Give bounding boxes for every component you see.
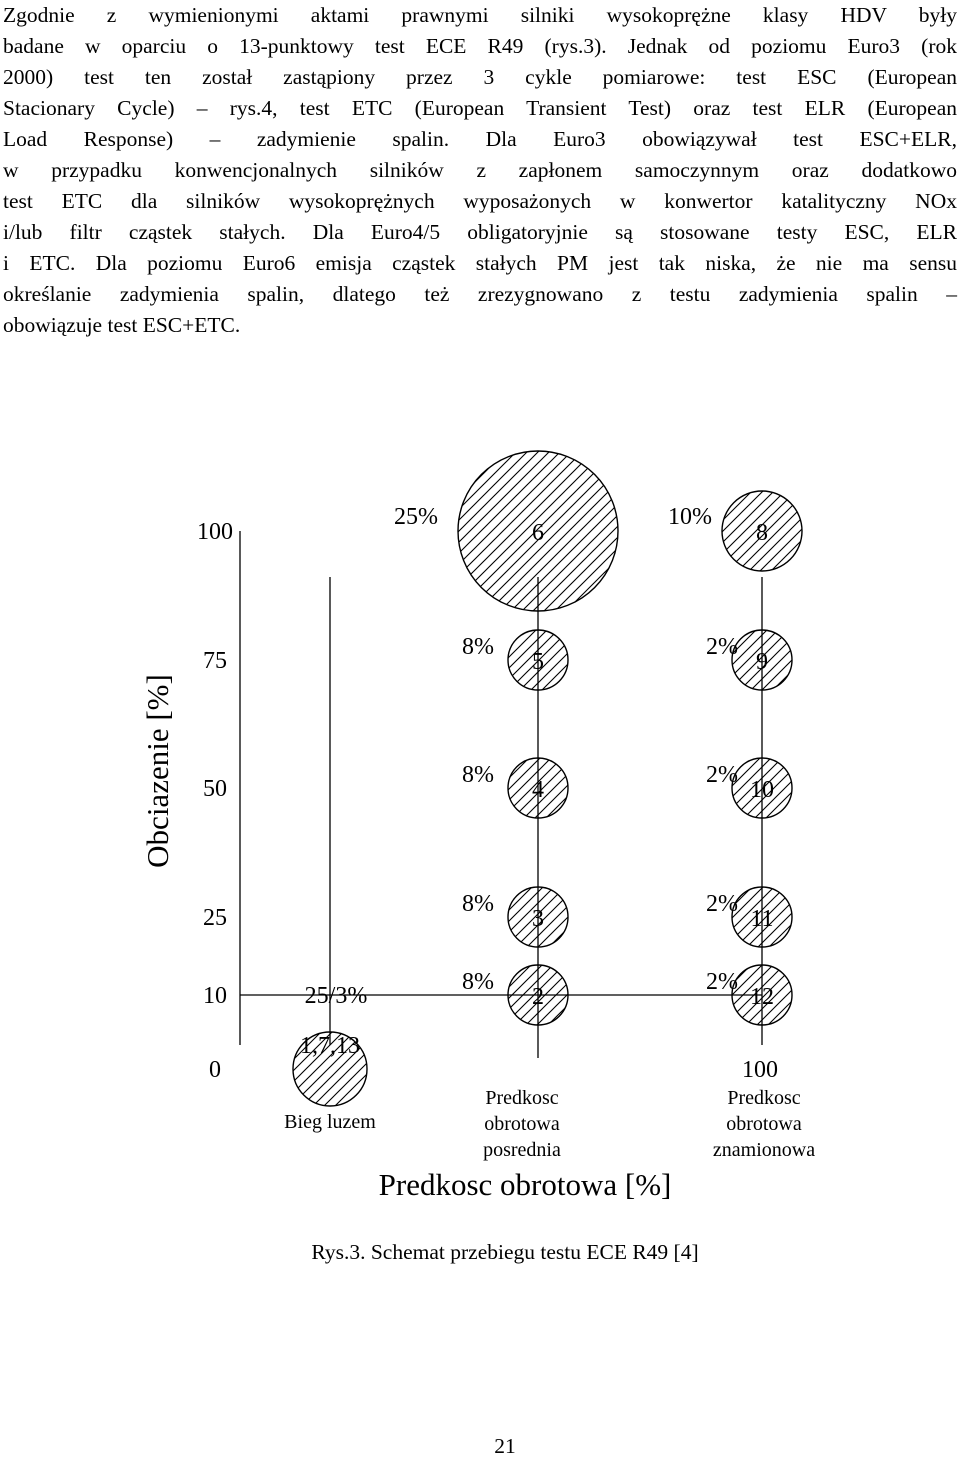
x-category-label-line: posrednia	[483, 1139, 561, 1161]
y-tick-label: 50	[203, 776, 227, 802]
mode-weight-label: 2%	[706, 634, 738, 660]
figure-caption: Rys.3. Schemat przebiegu testu ECE R49 [4]	[311, 1240, 699, 1264]
mode-number-label: 11	[750, 906, 774, 932]
mode-weight-label: 8%	[462, 891, 494, 917]
grid-lines	[240, 531, 762, 1058]
paragraph-line: w przypadku konwencjonalnych silników z zapłonem samoczynnym oraz dodatkowo	[3, 158, 957, 182]
paragraph-line: Zgodnie z wymienionymi aktami prawnymi silniki wysokoprężne klasy HDV były	[3, 3, 957, 27]
paragraph-line: i/lub filtr cząstek stałych. Dla Euro4/5 obligatoryjnie są stosowane testy ESC, ELR	[3, 220, 957, 244]
x-category-label-line: znamionowa	[712, 1139, 816, 1161]
mode-weight-label: 10%	[668, 504, 712, 530]
mode-number-label: 2	[532, 984, 544, 1010]
mode-weight-label: 25%	[394, 504, 438, 530]
mode-weight-label: 8%	[462, 969, 494, 995]
mode-number-label: 5	[532, 649, 544, 675]
mode-weight-label: 2%	[706, 969, 738, 995]
mode-number-label: 6	[532, 520, 544, 546]
x-tick-label: 100	[742, 1057, 778, 1083]
paragraph-line: test ETC dla silników wysokoprężnych wyposażonych w konwertor katalityczny NOx	[3, 189, 957, 213]
paragraph-line: Load Response) – zadymienie spalin. Dla Euro3 obowiązywał test ESC+ELR,	[3, 127, 957, 151]
y-tick-label: 25	[203, 905, 227, 931]
y-axis-title: Obciazenie [%]	[140, 674, 175, 868]
mode-number-label: 8	[756, 520, 768, 546]
x-category-label-line: Predkosc	[727, 1087, 801, 1109]
paragraph-line: i ETC. Dla poziomu Euro6 emisja cząstek stałych PM jest tak niska, że nie ma sensu	[3, 251, 957, 275]
x-axis-title: Predkosc obrotowa [%]	[378, 1167, 672, 1202]
mode-number-label: 4	[532, 777, 544, 803]
mode-number-label: 12	[750, 984, 774, 1010]
y-tick-label: 0	[209, 1057, 221, 1083]
x-category-label-line: obrotowa	[726, 1113, 802, 1135]
y-tick-label: 10	[203, 983, 227, 1009]
paragraph-line: Stacionary Cycle) – rys.4, test ETC (European Transient Test) oraz test ELR (European	[3, 96, 957, 120]
chart-labels	[140, 504, 815, 1202]
mode-weight-label: 8%	[462, 762, 494, 788]
x-category-label: Bieg luzem	[284, 1111, 376, 1133]
body-paragraph	[3, 0, 957, 341]
mode-number-label: 3	[532, 906, 544, 932]
paragraph-line: badane w oparciu o 13-punktowy test ECE R49 (rys.3). Jednak od poziomu Euro3 (rok	[3, 34, 957, 58]
paragraph-line: 2000) test ten został zastąpiony przez 3 cykle pomiarowe: test ESC (European	[3, 65, 957, 89]
mode-weight-label: 8%	[462, 634, 494, 660]
mode-weight-label: 25/3%	[304, 983, 368, 1009]
x-category-label-line: obrotowa	[484, 1113, 560, 1135]
x-category-label-line: Predkosc	[485, 1087, 559, 1109]
mode-number-label: 9	[756, 649, 768, 675]
mode-number-label: 1,7,13	[300, 1033, 360, 1059]
paragraph-line: określanie zadymienia spalin, dlatego też zrezygnowano z testu zadymienia spalin –	[3, 282, 957, 306]
y-tick-label: 75	[203, 648, 227, 674]
mode-weight-label: 2%	[706, 762, 738, 788]
mode-number-label: 10	[750, 777, 774, 803]
y-tick-label: 100	[197, 519, 233, 545]
page-number: 21	[494, 1434, 516, 1458]
test-cycle-figure	[0, 440, 960, 1240]
mode-weight-label: 2%	[706, 891, 738, 917]
paragraph-line: obowiązuje test ESC+ETC.	[3, 313, 241, 337]
